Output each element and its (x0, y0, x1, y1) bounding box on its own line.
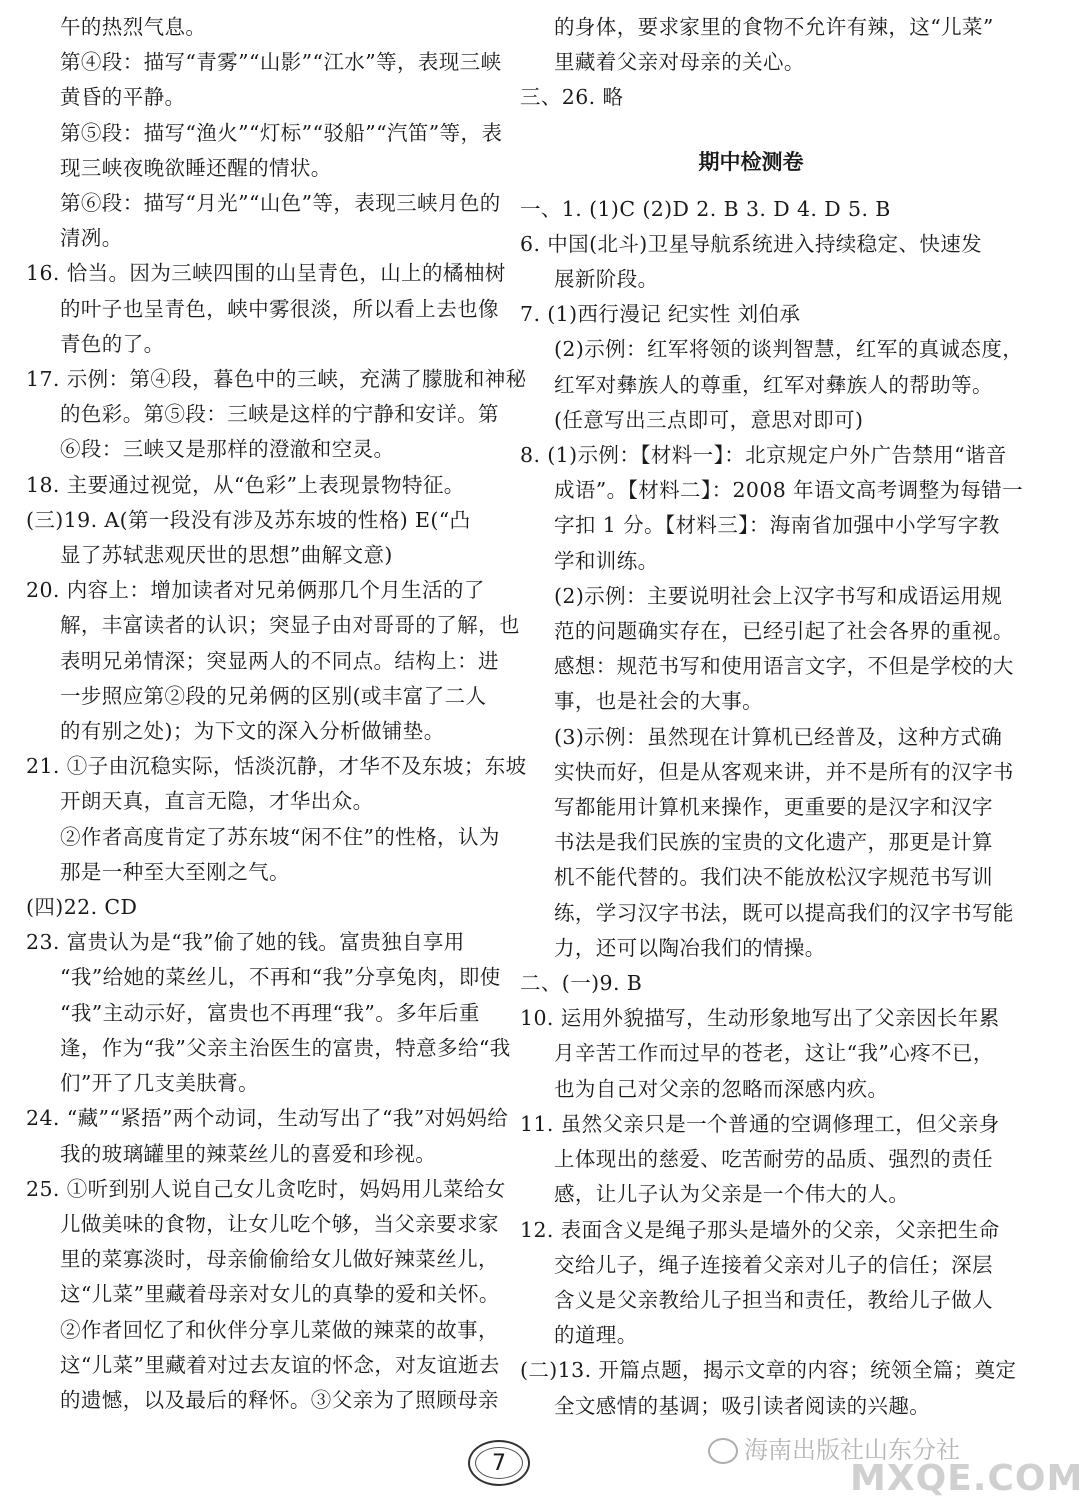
text-line: (二)13. 开篇点题，揭示文章的内容；统领全篇；奠定 (520, 1358, 1017, 1383)
text-line: 感，让儿子认为父亲是一个伟大的人。 (554, 1182, 910, 1207)
text-line: 表明兄弟情深；突显两人的不同点。结构上：进 (60, 648, 499, 673)
text-line: 12. 表面含义是绳子那头是墙外的父亲，父亲把生命 (520, 1217, 1000, 1242)
watermark-name: 海南出版社山东分社 (744, 1436, 960, 1464)
text-line: 7. (1)西行漫记 纪实性 刘伯承 (520, 302, 801, 327)
left-column (26, 10, 527, 1418)
text-line: 交给儿子，绳子连接着父亲对儿子的信任；深层 (554, 1252, 993, 1277)
text-line: 字扣 1 分。【材料三】：海南省加强中小学写字教 (554, 513, 1000, 538)
text-line: “我”主动示好，富贵也不再理“我”。多年后重 (60, 1000, 480, 1025)
text-line: 23. 富贵认为是“我”偷了她的钱。富贵独自享用 (26, 930, 465, 955)
text-line: 第⑤段：描写“渔火”“灯标”“驳船”“汽笛”等，表 (60, 120, 503, 145)
text-line: 含义是父亲教给儿子担当和责任，教给儿子做人 (554, 1287, 993, 1312)
text-line: 力，还可以陶冶我们的情操。 (554, 935, 826, 960)
text-line: 成语”。【材料二】：2008 年语文高考调整为每错一 (554, 478, 1024, 503)
page-number (468, 1440, 530, 1486)
text-line: 17. 示例：第④段，暮色中的三峡，充满了朦胧和神秘 (26, 367, 527, 392)
text-line: 解，丰富读者的认识；突显子由对哥哥的了解，也 (60, 613, 520, 638)
text-line: 的道理。 (554, 1323, 638, 1348)
page-number-text: 7 (492, 1450, 506, 1476)
text-line: 儿做美味的食物，让女儿吃个够，当父亲要求家 (60, 1211, 499, 1236)
right-top-lines (520, 10, 994, 116)
text-line: 第④段：描写“青雾”“山影”“江水”等，表现三峡 (60, 50, 502, 75)
text-line: 开朗天真，直言无隐，才华出众。 (60, 789, 374, 814)
text-line: 16. 恰当。因为三峡四围的山呈青色，山上的橘柚树 (26, 261, 506, 286)
text-line: 的遗憾，以及最后的释怀。③父亲为了照顾母亲 (60, 1387, 499, 1412)
text-line: 全文感情的基调；吸引读者阅读的兴趣。 (554, 1393, 931, 1418)
text-line: (2)示例：主要说明社会上汉字书写和成语运用规 (554, 583, 1003, 608)
text-line: 21. ①子由沉稳实际，恬淡沉静，才华不及东坡；东坡 (26, 754, 527, 779)
text-line: 24. “藏”“紧捂”两个动词，生动写出了“我”对妈妈给 (26, 1106, 509, 1131)
text-line: ⑥段：三峡又是那样的澄澈和空灵。 (60, 437, 395, 462)
text-line: 范的问题确实存在，已经引起了社会各界的重视。 (554, 619, 1014, 644)
text-line: 写都能用计算机来操作，更重要的是汉字和汉字 (554, 795, 993, 820)
text-line: (任意写出三点即可，意思对即可) (554, 407, 864, 432)
section-title: 期中检测卷 (698, 149, 804, 174)
text-line: 18. 主要通过视觉，从“色彩”上表现景物特征。 (26, 472, 465, 497)
text-line: 展新阶段。 (554, 267, 659, 292)
text-line: 练，学习汉字书法，既可以提高我们的汉字书写能 (554, 900, 1014, 925)
text-line: 二、(一)9. B (520, 971, 643, 996)
text-line: 的色彩。第⑤段：三峡是这样的宁静和安详。第 (60, 402, 499, 427)
text-line: 10. 运用外貌描写，生动形象地写出了父亲因长年累 (520, 1006, 1000, 1031)
text-line: 一、1. (1)C (2)D 2. B 3. D 4. D 5. B (520, 196, 891, 221)
text-line: 第⑥段：描写“月光”“山色”等，表现三峡月色的 (60, 191, 501, 216)
watermark (700, 1400, 1083, 1499)
wechat-icon (708, 1438, 738, 1464)
text-line: 青色的了。 (60, 331, 165, 356)
text-line: ②作者回忆了和伙伴分享儿菜做的辣菜的故事， (60, 1317, 499, 1342)
text-line: 黄昏的平静。 (60, 85, 186, 110)
text-line: 一步照应第②段的兄弟俩的区别(或丰富了二人 (60, 683, 487, 708)
text-line: 实快而好，但是从客观来讲，并不是所有的汉字书 (554, 759, 1014, 784)
text-line: (三)19. A(第一段没有涉及苏东坡的性格) E(“凸 (26, 507, 471, 532)
text-line: (3)示例：虽然现在计算机已经普及，这种方式确 (554, 724, 1003, 749)
watermark-site: MXQE.COM (850, 1458, 1083, 1499)
text-line: 这“儿菜”里藏着对过去友谊的怀念，对友谊逝去 (60, 1352, 500, 1377)
text-line: (四)22. CD (26, 895, 138, 920)
text-line: 午的热烈气息。 (60, 15, 207, 39)
text-line: 们”开了几支美肤膏。 (60, 1071, 259, 1096)
text-line: “我”给她的菜丝儿，不再和“我”分享兔肉，即使 (60, 965, 501, 990)
right-column (520, 10, 1024, 1424)
text-line: 20. 内容上：增加读者对兄弟俩那几个月生活的了 (26, 578, 485, 603)
text-line: 红军对彝族人的尊重，红军对彝族人的帮助等。 (554, 372, 993, 397)
text-line: 逢，作为“我”父亲主治医生的富贵，特意多给“我 (60, 1035, 511, 1060)
text-line: 里的菜寡淡时，母亲偷偷给女儿做好辣菜丝儿， (60, 1247, 499, 1272)
text-line: ②作者高度肯定了苏东坡“闲不住”的性格，认为 (60, 824, 500, 849)
text-line: 6. 中国(北斗)卫星导航系统进入持续稳定、快速发 (520, 231, 983, 256)
text-line: 的身体，要求家里的食物不允许有辣，这“儿菜” (554, 15, 994, 39)
text-line: 8. (1)示例：【材料一】：北京规定户外广告禁用“谐音 (520, 443, 1007, 468)
text-line: 25. ①听到别人说自己女儿贪吃时，妈妈用儿菜给女 (26, 1176, 506, 1201)
text-line: 感想：规范书写和使用语言文字，不但是学校的大 (554, 654, 1014, 679)
text-line: 上体现出的慈爱、吃苦耐劳的品质、强烈的责任 (554, 1147, 993, 1172)
text-line: 的叶子也呈青色，峡中雾很淡，所以看上去也像 (60, 296, 499, 321)
text-line: (2)示例：红军将领的谈判智慧，红军的真诚态度， (554, 337, 1024, 362)
text-line: 显了苏轼悲观厌世的思想”曲解文意) (60, 543, 393, 568)
text-line: 书法是我们民族的宝贵的文化遗产，那更是计算 (554, 830, 993, 855)
text-line: 清冽。 (60, 226, 123, 251)
text-line: 也为自己对父亲的忽略而深感内疚。 (554, 1076, 889, 1101)
right-bottom-lines (520, 192, 1024, 1424)
text-line: 学和训练。 (554, 548, 659, 573)
text-line: 那是一种至大至刚之气。 (60, 859, 290, 884)
text-line: 的有别之处)；为下文的深入分析做铺垫。 (60, 719, 445, 744)
text-line: 月辛苦工作而过早的苍老，这让“我”心疼不已， (554, 1041, 994, 1066)
text-line: 事，也是社会的大事。 (554, 689, 763, 714)
text-line: 里藏着父亲对母亲的关心。 (554, 50, 805, 75)
text-line: 11. 虽然父亲只是一个普通的空调修理工，但父亲身 (520, 1111, 1000, 1136)
text-line: 现三峡夜晚欲睡还醒的情状。 (60, 155, 332, 180)
text-line: 我的玻璃罐里的辣菜丝儿的喜爱和珍视。 (60, 1141, 437, 1166)
text-line: 三、26. 略 (520, 85, 624, 110)
text-line: 机不能代替的。我们决不能放松汉字规范书写训 (554, 865, 993, 890)
text-line: 这“儿菜”里藏着母亲对女儿的真挚的爱和关怀。 (60, 1282, 500, 1307)
